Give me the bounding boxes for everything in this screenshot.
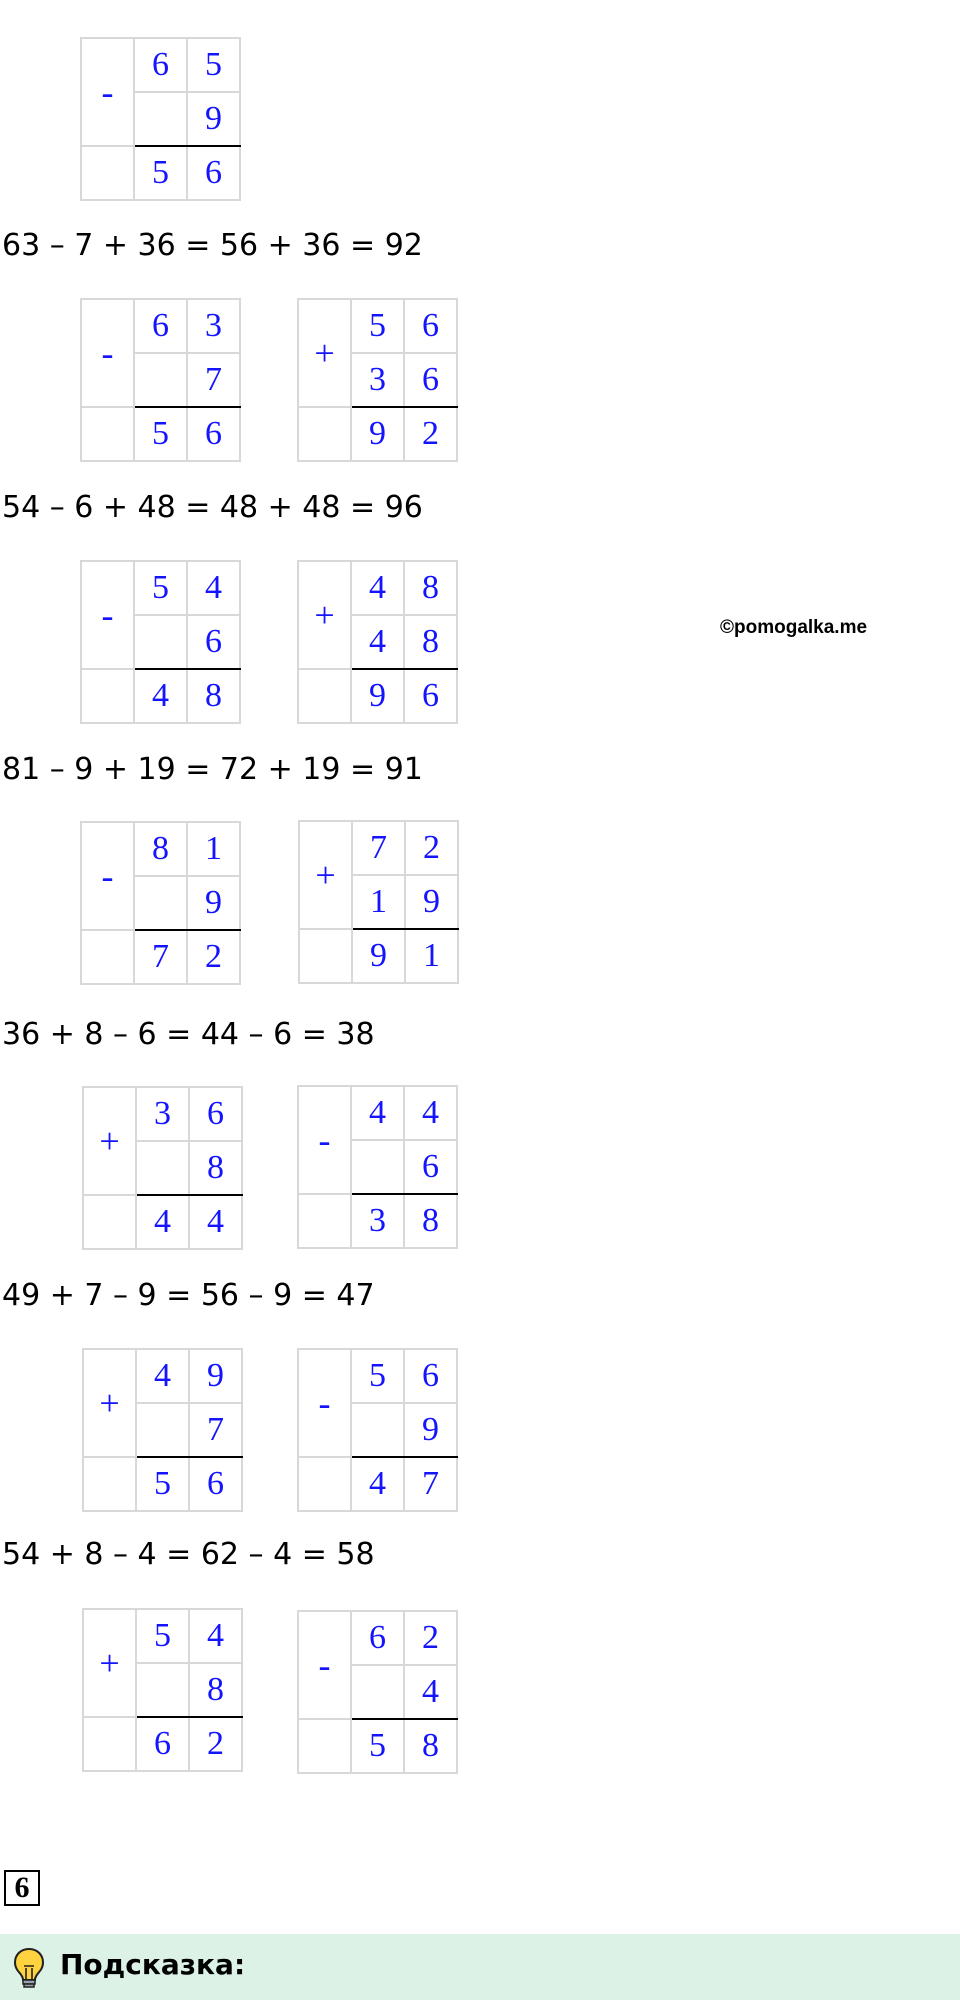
digit: 7 bbox=[189, 1403, 242, 1457]
digit: 4 bbox=[351, 561, 404, 615]
digit: 3 bbox=[187, 299, 240, 353]
operator: + bbox=[298, 561, 351, 669]
column-subtraction bbox=[80, 298, 241, 462]
digit: 7 bbox=[187, 353, 240, 407]
digit: 2 bbox=[187, 930, 240, 984]
empty-cell bbox=[81, 669, 134, 723]
operator: + bbox=[83, 1349, 136, 1457]
equation-text: 63 – 7 + 36 = 56 + 36 = 92 bbox=[2, 228, 423, 263]
watermark: ©pomogalka.me bbox=[720, 617, 868, 638]
digit: 6 bbox=[189, 1087, 242, 1141]
digit: 1 bbox=[352, 875, 405, 929]
column-addition bbox=[82, 1086, 243, 1250]
digit bbox=[351, 1140, 404, 1194]
digit: 2 bbox=[404, 407, 457, 461]
digit: 6 bbox=[187, 615, 240, 669]
column-addition bbox=[297, 560, 458, 724]
operator: - bbox=[298, 1349, 351, 1457]
digit: 9 bbox=[351, 669, 404, 723]
digit: 6 bbox=[187, 146, 240, 200]
digit: 4 bbox=[189, 1609, 242, 1663]
digit: 6 bbox=[189, 1457, 242, 1511]
digit: 9 bbox=[351, 407, 404, 461]
operator: + bbox=[83, 1087, 136, 1195]
column-subtraction bbox=[80, 560, 241, 724]
digit: 4 bbox=[404, 1665, 457, 1719]
digit: 6 bbox=[136, 1717, 189, 1771]
digit: 8 bbox=[404, 615, 457, 669]
digit: 6 bbox=[404, 669, 457, 723]
empty-cell bbox=[81, 407, 134, 461]
digit: 4 bbox=[404, 1086, 457, 1140]
column-addition bbox=[297, 298, 458, 462]
digit: 5 bbox=[351, 1349, 404, 1403]
digit bbox=[134, 876, 187, 930]
digit: 9 bbox=[404, 1403, 457, 1457]
operator: - bbox=[81, 299, 134, 407]
empty-cell bbox=[83, 1457, 136, 1511]
column-subtraction bbox=[80, 821, 241, 985]
digit: 4 bbox=[136, 1349, 189, 1403]
digit bbox=[351, 1403, 404, 1457]
digit: 2 bbox=[189, 1717, 242, 1771]
digit: 3 bbox=[351, 1194, 404, 1248]
digit bbox=[136, 1141, 189, 1195]
digit: 5 bbox=[134, 146, 187, 200]
digit: 4 bbox=[136, 1195, 189, 1249]
digit: 4 bbox=[351, 1457, 404, 1511]
empty-cell bbox=[81, 146, 134, 200]
operator: - bbox=[81, 561, 134, 669]
empty-cell bbox=[298, 669, 351, 723]
equation-text: 36 + 8 – 6 = 44 – 6 = 38 bbox=[2, 1017, 375, 1052]
digit bbox=[136, 1403, 189, 1457]
digit bbox=[134, 615, 187, 669]
digit bbox=[134, 353, 187, 407]
digit: 7 bbox=[352, 821, 405, 875]
digit bbox=[134, 92, 187, 146]
task-number: 6 bbox=[4, 1870, 40, 1906]
digit: 5 bbox=[136, 1457, 189, 1511]
digit: 6 bbox=[404, 353, 457, 407]
digit: 8 bbox=[404, 1719, 457, 1773]
digit: 5 bbox=[351, 1719, 404, 1773]
digit: 1 bbox=[187, 822, 240, 876]
digit: 4 bbox=[351, 1086, 404, 1140]
digit: 4 bbox=[134, 669, 187, 723]
hint-label: Подсказка: bbox=[60, 1948, 246, 1981]
operator: - bbox=[81, 822, 134, 930]
empty-cell bbox=[298, 1194, 351, 1248]
digit: 1 bbox=[405, 929, 458, 983]
digit bbox=[136, 1663, 189, 1717]
column-addition bbox=[298, 820, 459, 984]
digit: 5 bbox=[134, 561, 187, 615]
column-subtraction bbox=[297, 1610, 458, 1774]
operator: - bbox=[81, 38, 134, 146]
digit: 5 bbox=[136, 1609, 189, 1663]
empty-cell bbox=[83, 1717, 136, 1771]
digit: 8 bbox=[404, 561, 457, 615]
operator: - bbox=[298, 1611, 351, 1719]
empty-cell bbox=[298, 1457, 351, 1511]
digit: 5 bbox=[134, 407, 187, 461]
digit: 3 bbox=[136, 1087, 189, 1141]
digit: 4 bbox=[187, 561, 240, 615]
digit: 7 bbox=[134, 930, 187, 984]
operator: + bbox=[298, 299, 351, 407]
column-subtraction bbox=[297, 1085, 458, 1249]
empty-cell bbox=[298, 407, 351, 461]
equation-text: 81 – 9 + 19 = 72 + 19 = 91 bbox=[2, 752, 423, 787]
digit: 4 bbox=[189, 1195, 242, 1249]
digit: 9 bbox=[405, 875, 458, 929]
equation-text: 49 + 7 – 9 = 56 – 9 = 47 bbox=[2, 1278, 375, 1313]
digit: 2 bbox=[404, 1611, 457, 1665]
digit: 9 bbox=[187, 92, 240, 146]
digit: 5 bbox=[351, 299, 404, 353]
digit: 9 bbox=[189, 1349, 242, 1403]
column-subtraction bbox=[297, 1348, 458, 1512]
column-addition bbox=[82, 1348, 243, 1512]
digit: 8 bbox=[189, 1663, 242, 1717]
empty-cell bbox=[81, 930, 134, 984]
digit: 6 bbox=[134, 38, 187, 92]
empty-cell bbox=[83, 1195, 136, 1249]
operator: - bbox=[298, 1086, 351, 1194]
operator: + bbox=[299, 821, 352, 929]
lightbulb-icon bbox=[12, 1946, 46, 1990]
equation-text: 54 – 6 + 48 = 48 + 48 = 96 bbox=[2, 490, 423, 525]
column-addition bbox=[82, 1608, 243, 1772]
empty-cell bbox=[298, 1719, 351, 1773]
digit: 6 bbox=[404, 299, 457, 353]
digit: 6 bbox=[404, 1140, 457, 1194]
equation-text: 54 + 8 – 4 = 62 – 4 = 58 bbox=[2, 1537, 375, 1572]
empty-cell bbox=[299, 929, 352, 983]
digit: 8 bbox=[187, 669, 240, 723]
operator: + bbox=[83, 1609, 136, 1717]
digit: 6 bbox=[134, 299, 187, 353]
digit: 4 bbox=[351, 615, 404, 669]
digit: 2 bbox=[405, 821, 458, 875]
digit: 6 bbox=[351, 1611, 404, 1665]
digit: 8 bbox=[404, 1194, 457, 1248]
digit bbox=[351, 1665, 404, 1719]
hint-bar[interactable] bbox=[0, 1934, 960, 2000]
digit: 8 bbox=[189, 1141, 242, 1195]
column-subtraction bbox=[80, 37, 241, 201]
digit: 6 bbox=[404, 1349, 457, 1403]
digit: 6 bbox=[187, 407, 240, 461]
digit: 7 bbox=[404, 1457, 457, 1511]
digit: 5 bbox=[187, 38, 240, 92]
digit: 3 bbox=[351, 353, 404, 407]
digit: 8 bbox=[134, 822, 187, 876]
digit: 9 bbox=[187, 876, 240, 930]
digit: 9 bbox=[352, 929, 405, 983]
